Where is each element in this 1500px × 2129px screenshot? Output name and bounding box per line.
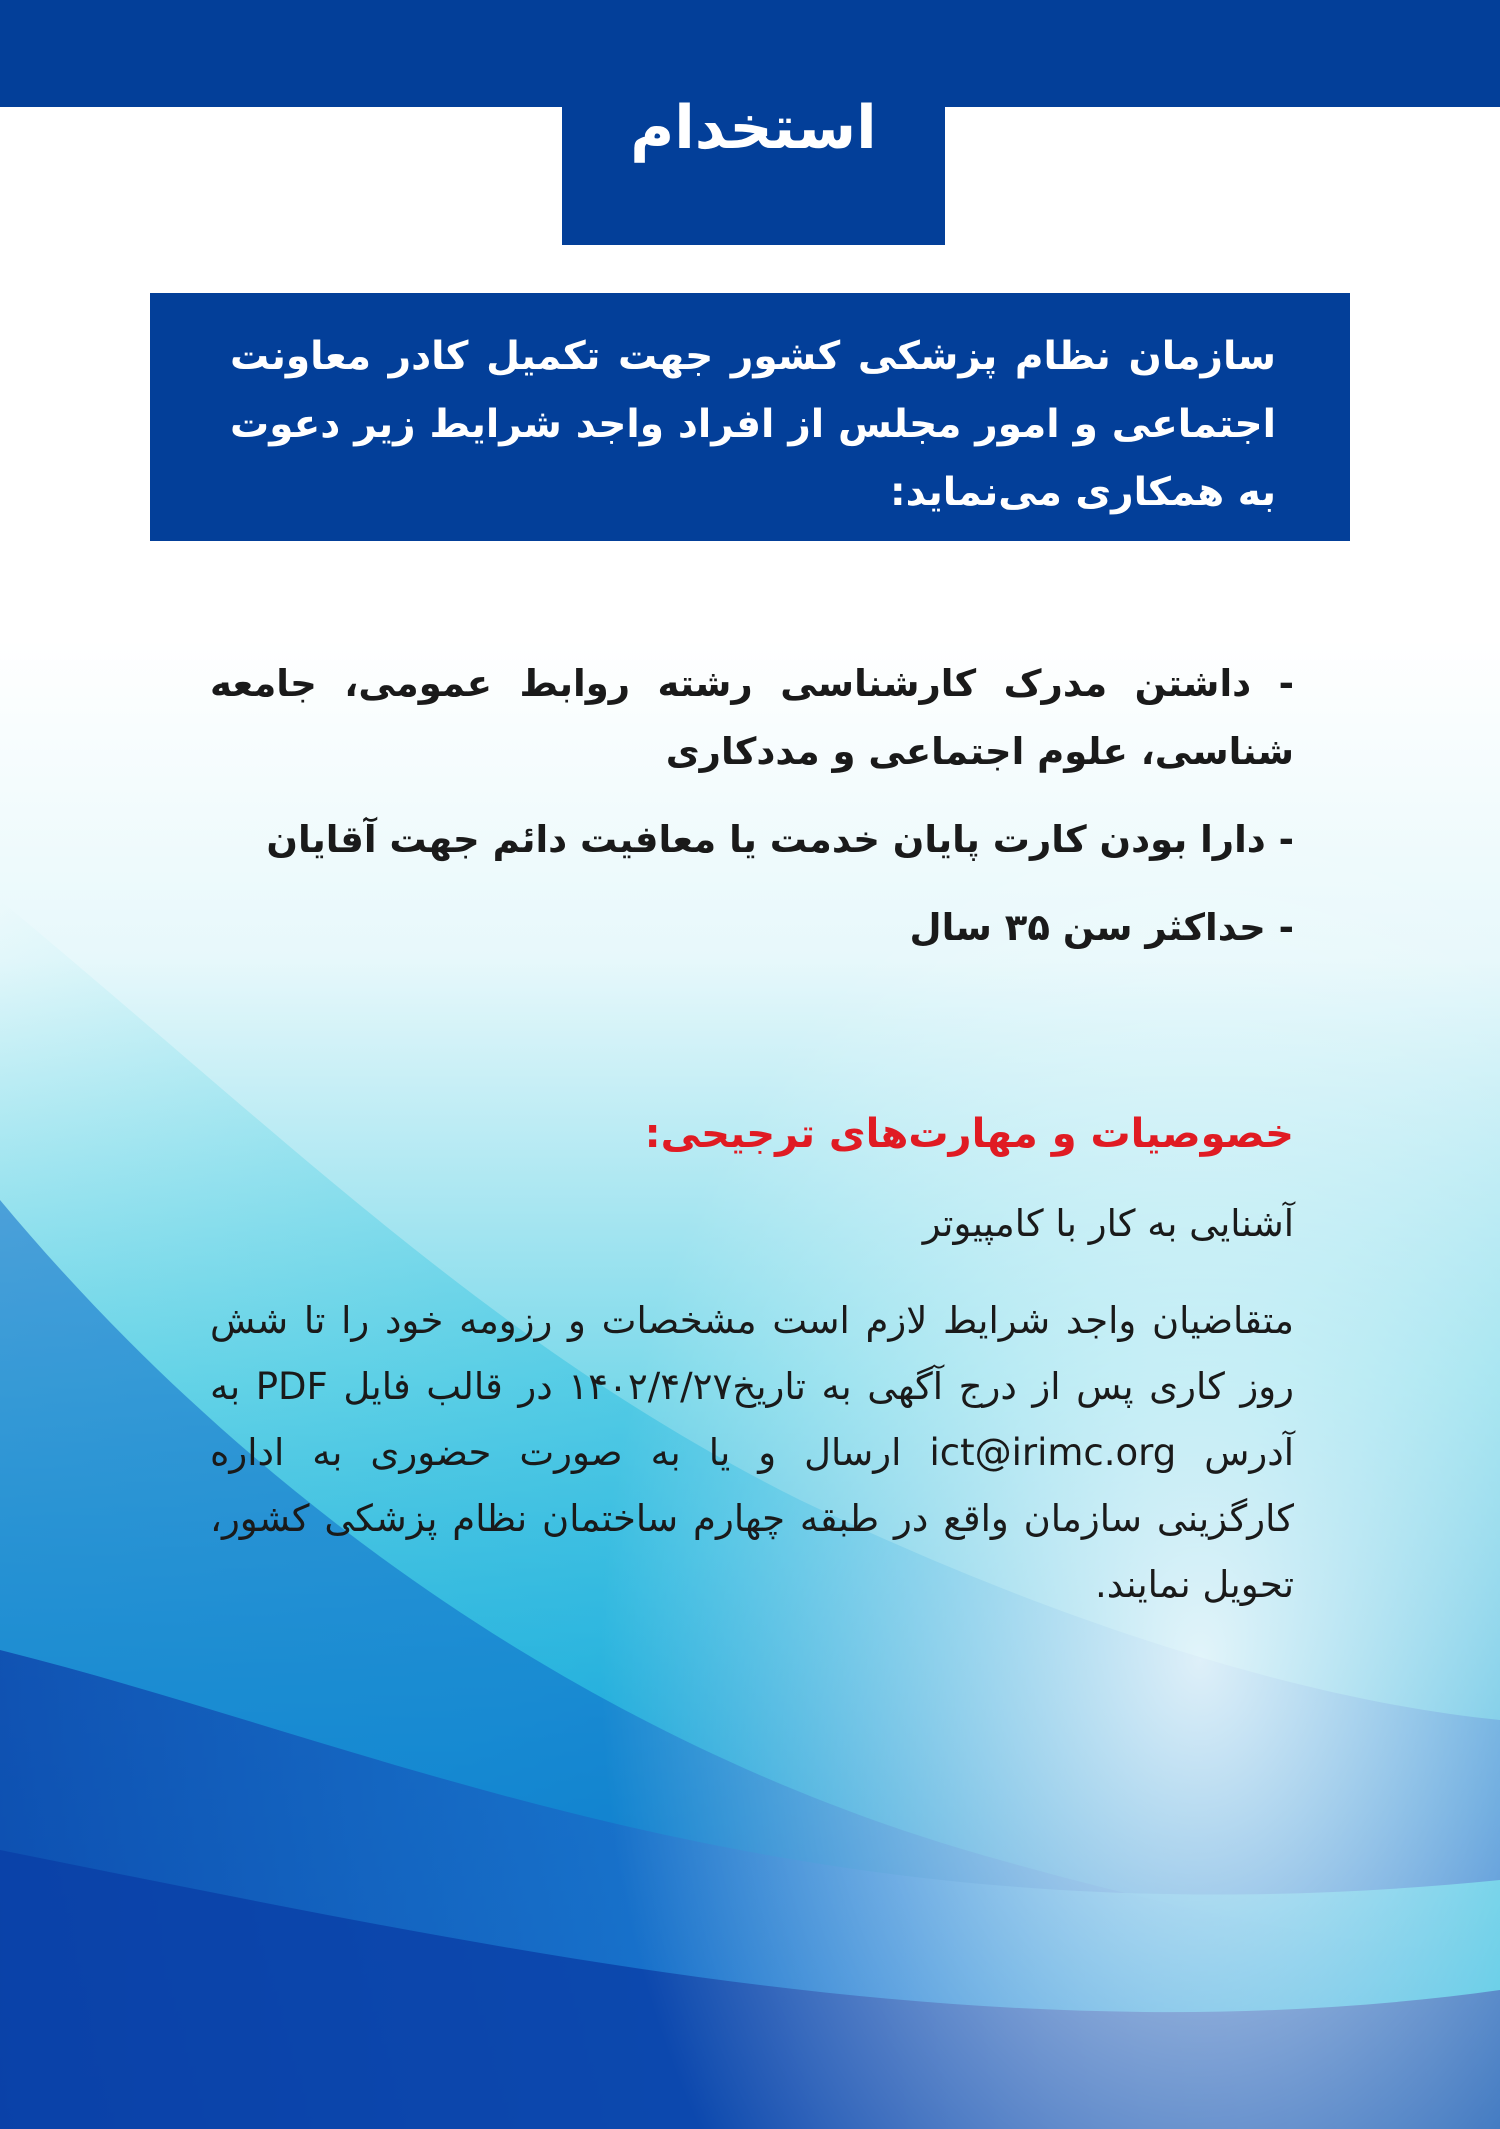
email-address: ict@irimc.org bbox=[929, 1431, 1177, 1474]
instructions-part-3: به آدرس bbox=[210, 1365, 1295, 1474]
deadline-date: ۱۴۰۲/۴/۲۷ bbox=[568, 1365, 733, 1408]
instructions-part-4: ارسال و یا به صورت حضوری به اداره کارگزینی سازمان واقع در طبقه چهارم ساختمان نظام پزشکی کشور، تحویل نمایند. bbox=[210, 1431, 1294, 1606]
content-area bbox=[210, 650, 1294, 1618]
requirement-degree: - داشتن مدرک کارشناسی رشته روابط عمومی، جامعه شناسی، علوم اجتماعی و مددکاری bbox=[210, 662, 1294, 773]
instructions-part-1: متقاضیان واجد شرایط لازم است مشخصات و رزومه خود را تا شش روز کاری پس از درج آگهی به تاریخ bbox=[210, 1299, 1295, 1408]
requirement-military-service: - دارا بودن کارت پایان خدمت یا معافیت دائم جهت آقایان bbox=[266, 818, 1294, 861]
preferred-skills-heading: خصوصیات و مهارت‌های ترجیحی: bbox=[644, 1111, 1294, 1157]
file-format: PDF bbox=[255, 1365, 328, 1408]
intro-text: سازمان نظام پزشکی کشور جهت تکمیل کادر معاونت اجتماعی و امور مجلس از افراد واجد شرایط زیر دعوت به همکاری می‌نماید: bbox=[230, 334, 1276, 515]
page-title: استخدام bbox=[630, 92, 877, 163]
instructions-part-2: در قالب فایل bbox=[343, 1365, 553, 1408]
intro-box bbox=[150, 293, 1350, 541]
requirement-age: - حداکثر سن ۳۵ سال bbox=[909, 906, 1294, 949]
title-box bbox=[562, 0, 945, 245]
preferred-skill-item: آشنایی به کار با کامپیوتر bbox=[922, 1202, 1294, 1245]
application-instructions bbox=[210, 1288, 1294, 1618]
